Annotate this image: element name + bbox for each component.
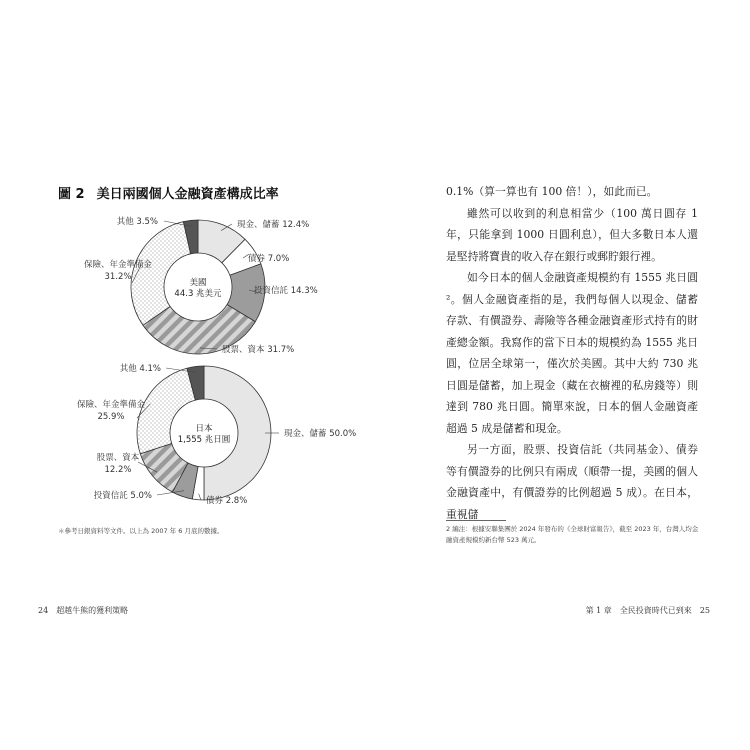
right-page-footer	[578, 605, 710, 616]
jp-slice-label: 股票、資本	[96, 453, 140, 463]
paragraph: 0.1%（算一算也有 100 倍！），如此而已。	[446, 185, 658, 198]
figure-source-note: ＊參考日銀資料等文件。以上為 2007 年 6 月底的數據。	[58, 527, 224, 535]
us-center-label: 美國	[189, 278, 207, 288]
left-page-footer	[38, 605, 136, 616]
us-slice-insurance-pension	[131, 222, 191, 326]
us-slice-label: 其他 3.5%	[116, 217, 158, 227]
us-slice-label: 債券 7.0%	[248, 254, 290, 264]
jp-slice-label: 保險、年金準備金	[76, 400, 146, 410]
figure-caption: 美日兩國個人金融資產構成比率	[96, 187, 279, 202]
us-center-label: 44.3 兆美元	[174, 289, 222, 299]
jp-center-label: 1,555 兆日圓	[177, 435, 231, 445]
japan-donut-chart	[77, 363, 356, 506]
us-slice-label: 股票、資本 31.7%	[222, 345, 295, 355]
footnote-divider	[446, 520, 506, 521]
jp-slice-value: 12.2%	[104, 465, 132, 475]
jp-slice-label: 債券 2.8%	[206, 496, 248, 506]
us-slice-label: 現金、儲蓄 12.4%	[237, 220, 310, 230]
page-number-left: 24	[38, 606, 49, 615]
chapter-title: 全民投資時代已到來	[619, 606, 692, 615]
jp-slice-label: 其他 4.1%	[119, 364, 161, 374]
page-number-right: 25	[699, 606, 710, 615]
jp-slice-label: 投資信託 5.0%	[93, 491, 152, 501]
paragraph: 雖然可以收到的利息相當少（100 萬日圓存 1 年，只能拿到 1000 日圓利息），但大多數日本人還是堅持將寶貴的收入存在銀行或郵貯銀行裡。	[446, 206, 698, 263]
jp-slice-cash-savings	[204, 366, 271, 500]
us-donut-chart	[84, 216, 318, 355]
paragraph: 另一方面，股票、投資信託（共同基金）、債券等有價證券的比例只有兩成（順帶一提，美國的個人金融資產中，有價證券的比例超過 5 成）。在日本，重視儲	[446, 443, 698, 521]
chapter-label: 第 1 章	[585, 606, 612, 615]
paragraph: 如今日本的個人金融資產規模約有 1555 兆日圓²。個人金融資產指的是，我們每個人以現金、儲蓄存款、有價證券、壽險等各種金融資產形式持有的財產總金額。我寫作的當下日本的規模約為 1555 兆日圓，位居全球第一，僅次於美國。其中大約 730 兆日圓是儲蓄，加上現金（藏在衣櫥裡的私房錢等）則達到 780 兆日圓。簡單來說，日本的個人金融資產超過 5 成是儲蓄和現金。	[446, 271, 698, 435]
jp-center-label: 日本	[195, 424, 213, 434]
book-title: 超越牛熊的獲利策略	[56, 606, 129, 615]
us-slice-value: 31.2%	[104, 272, 132, 282]
footnote: 2 編注：根據安聯集團於 2024 年發布的《全球財富報告》，截至 2023 年，台灣人均金融資產規模約新台幣 523 萬元。	[446, 525, 699, 544]
us-slice-label: 投資信託 14.3%	[254, 286, 318, 296]
jp-slice-value: 25.9%	[97, 412, 125, 422]
us-slice-label: 保險、年金準備金	[83, 260, 153, 270]
figure-number: 圖 2	[58, 187, 85, 202]
body-text	[446, 181, 698, 525]
jp-slice-label: 現金、儲蓄 50.0%	[284, 429, 357, 439]
